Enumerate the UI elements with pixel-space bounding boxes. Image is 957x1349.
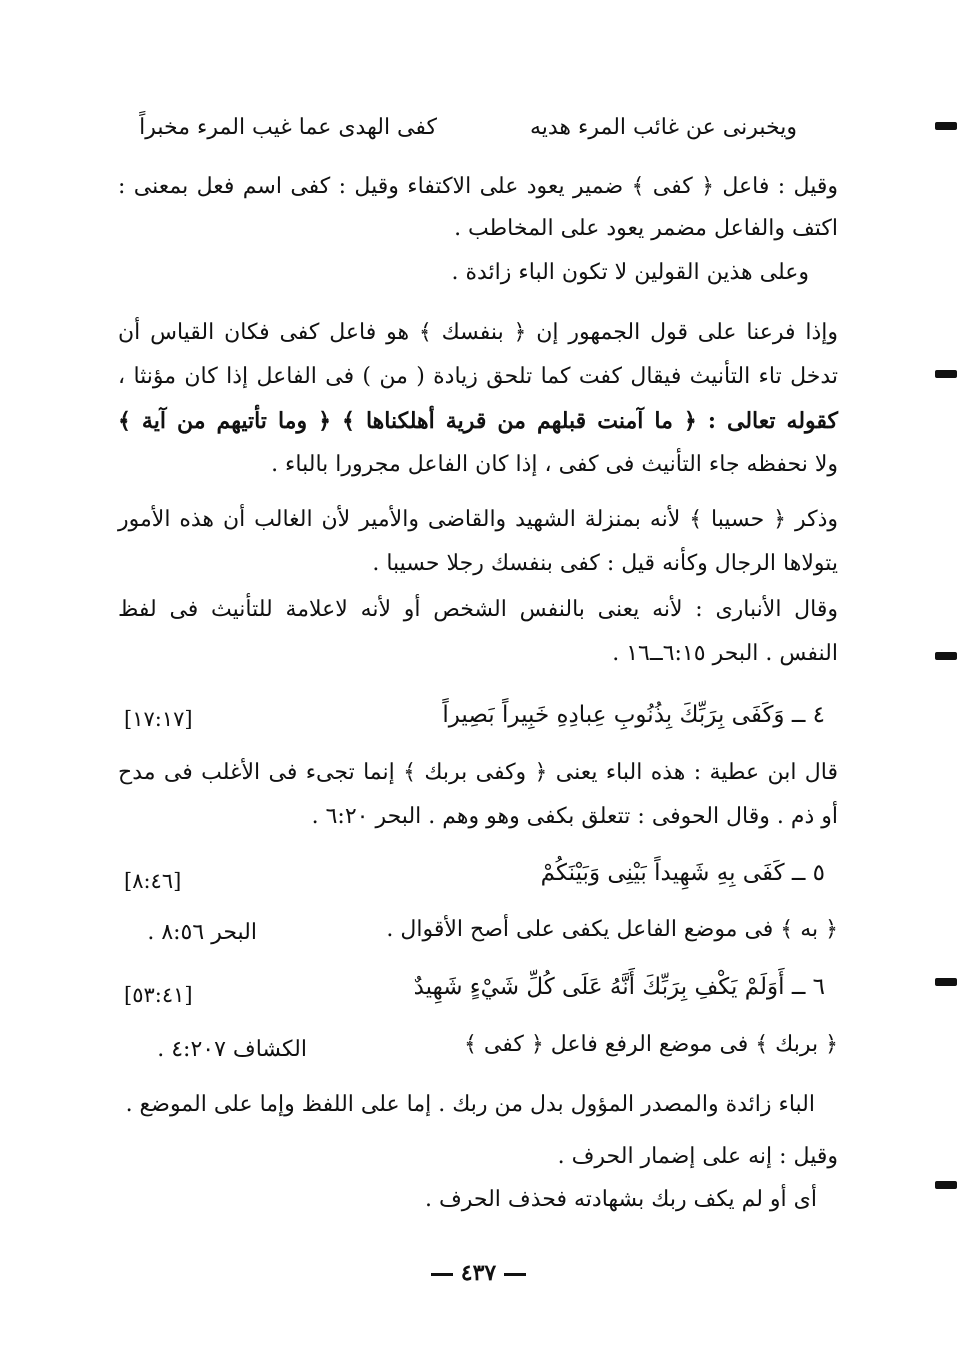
paragraph-line: وذكر ﴿ حسيبا ﴾ لأنه بمنزلة الشهيد والقاضى والأمير لأن الغالب أن هذه الأمور <box>118 507 838 532</box>
verse-reference: [٨:٤٦] <box>124 869 182 893</box>
paragraph-line: ولا نحفظه جاء التأنيث فى كفى ، إذا كان الفاعل مجرورا بالباء . <box>271 452 838 477</box>
paragraph-line: وقال الأنبارى : لأنه يعنى بالنفس الشخص أو لأنه لاعلامة للتأنيث فى لفظ <box>118 597 838 622</box>
verse-first-hemistich: ويخبرنى عن غائب المرء هديه <box>529 115 797 140</box>
edge-mark <box>935 122 957 130</box>
paragraph-line: النفس . البحر ٦:١٥ــ١٦ . <box>612 641 838 666</box>
edge-mark <box>935 652 957 660</box>
edge-mark <box>935 370 957 378</box>
source-citation: البحر ٨:٥٦ . <box>147 920 257 945</box>
verse-reference: [٥٣:٤١] <box>124 983 193 1007</box>
source-citation: الكشاف ٤:٢٠٧ . <box>157 1037 307 1062</box>
paragraph-line: الباء زائدة والمصدر المؤول بدل من ربك . إما على اللفظ وإما على الموضع . <box>125 1092 815 1117</box>
paragraph-line: أو ذم . وقال الحوفى : تتعلق بكفى وهو وهم . البحر ٦:٢٠ . <box>311 804 838 829</box>
paragraph-line: وقيل : فاعل ﴿ كفى ﴾ ضمير يعود على الاكتفاء وقيل : كفى اسم فعل بمعنى : <box>118 174 838 199</box>
paragraph-line: ﴿ بربك ﴾ فى موضع الرفع فاعل ﴿ كفى ﴾ <box>464 1032 838 1057</box>
verse-reference: [١٧:١٧] <box>124 707 193 731</box>
dash-decoration <box>504 1273 526 1276</box>
paragraph-line: ﴿ به ﴾ فى موضع الفاعل يكفى على أصح الأقوال . <box>386 917 838 942</box>
paragraph-line: اكتف والفاعل مضمر يعود على المخاطب . <box>454 216 838 241</box>
verse-second-hemistich: كفى الهدى عما غيب المرء مخبراً <box>139 115 437 140</box>
edge-mark <box>935 978 957 986</box>
paragraph-line: أى أو لم يكف ربك بشهادته فحذف الحرف . <box>424 1187 817 1212</box>
paragraph-line: وإذا فرعنا على قول الجمهور إن ﴿ بنفسك ﴾ هو فاعل كفى فكان القياس أن <box>118 320 838 345</box>
paragraph-line: قال ابن عطية : هذه الباء يعنى ﴿ وكفى بربك ﴾ إنما تجىء فى الأغلب فى مدح <box>118 760 838 785</box>
paragraph-line: كقوله تعالى : ﴿ ما آمنت قبلهم من قرية أهلكناها ﴾ ﴿ وما تأتيهم من آية ﴾ <box>118 408 838 434</box>
paragraph-line: يتولاها الرجال وكأنه قيل : كفى بنفسك رجلا حسيبا . <box>372 551 838 576</box>
quran-verse: ٤ ــ وَكَفَى بِرَبِّكَ بِذُنُوبِ عِبادِهِ خَبِيراً بَصِيراً <box>442 702 825 728</box>
page-number <box>0 1260 957 1286</box>
edge-mark <box>935 1181 957 1189</box>
paragraph-line: تدخل تاء التأنيث فيقال كفت كما تلحق زيادة ( من ) فى الفاعل إذا كان مؤنثا ، <box>118 364 838 389</box>
paragraph-line: وعلى هذين القولين لا تكون الباء زائدة . <box>451 260 809 285</box>
dash-decoration <box>431 1273 453 1276</box>
quran-verse: ٦ ــ أَوَلَمْ يَكْفِ بِرَبِّكَ أَنَّهُ عَلَى كُلِّ شَيْءٍ شَهِيدٌ <box>413 974 825 1000</box>
page-number-value: ٤٣٧ <box>460 1260 497 1286</box>
quran-verse: ٥ ــ كَفَى بِهِ شَهِيداً بَيْنِى وَبَيْنَكُمْ <box>540 860 825 886</box>
paragraph-line: وقيل : إنه على إضمار الحرف . <box>557 1144 838 1169</box>
